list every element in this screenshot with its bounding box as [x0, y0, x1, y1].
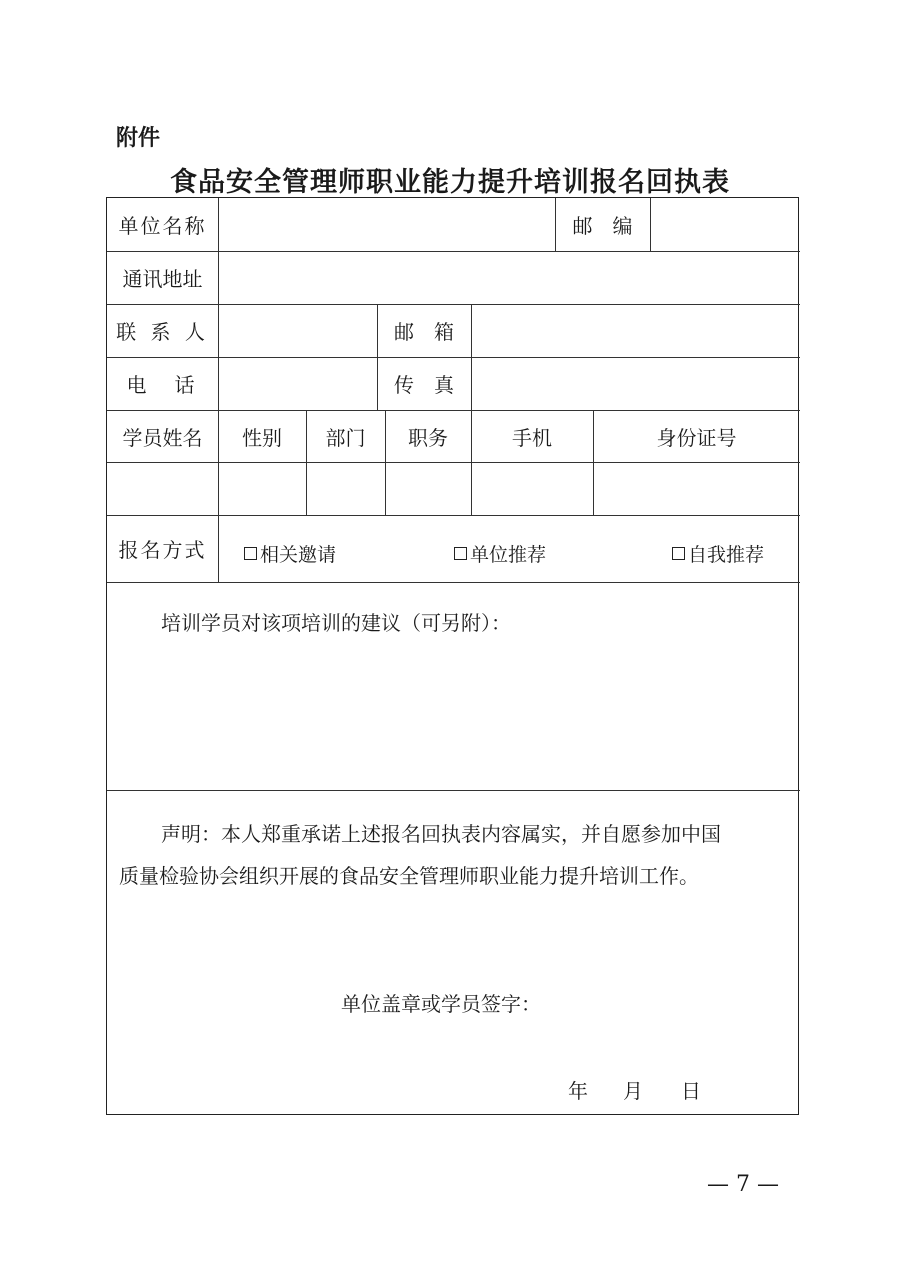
checkbox-icon[interactable] — [454, 547, 467, 560]
student-gender-field[interactable] — [218, 462, 306, 515]
address-label: 通讯地址 — [122, 267, 203, 291]
student-name-field[interactable] — [107, 462, 218, 515]
declaration-line-1: 声明：本人郑重承诺上述报名回执表内容属实，并自愿参加中国 — [161, 822, 721, 846]
col-header-position: 职务 — [408, 425, 448, 450]
student-id-field[interactable] — [593, 462, 800, 515]
postcode-field[interactable] — [650, 198, 800, 251]
email-label: 邮 箱 — [394, 320, 454, 344]
student-position-field[interactable] — [385, 462, 471, 515]
col-header-mobile: 手机 — [512, 425, 552, 450]
col-header-name: 学员姓名 — [122, 425, 203, 450]
postcode-label: 邮 编 — [572, 214, 633, 238]
attachment-label: 附件 — [116, 126, 161, 151]
date-year: 年 — [568, 1079, 588, 1103]
address-field[interactable] — [218, 251, 800, 304]
col-header-gender: 性别 — [242, 425, 282, 450]
suggestion-prompt: 培训学员对该项培训的建议（可另附）： — [161, 611, 511, 635]
option-invitation-label: 相关邀请 — [260, 544, 337, 566]
signature-label: 单位盖章或学员签字： — [341, 992, 541, 1016]
unit-name-field[interactable] — [218, 198, 555, 251]
registration-method-label: 报名方式 — [118, 538, 207, 562]
col-header-department: 部门 — [325, 425, 366, 450]
phone-field[interactable] — [218, 357, 377, 410]
date-day: 日 — [681, 1079, 701, 1103]
student-department-field[interactable] — [306, 462, 385, 515]
suggestion-area[interactable] — [107, 638, 800, 788]
option-unit-recommend[interactable] — [454, 540, 546, 567]
contact-label: 联 系 人 — [116, 320, 209, 344]
page-number: — 7 — — [707, 1172, 779, 1197]
declaration-line-2: 质量检验协会组织开展的食品安全管理师职业能力提升培训工作。 — [119, 864, 699, 888]
col-header-id-number: 身份证号 — [656, 425, 737, 450]
date-month: 月 — [623, 1079, 643, 1103]
email-field[interactable] — [471, 304, 800, 357]
checkbox-icon[interactable] — [244, 547, 257, 560]
fax-label: 传 真 — [394, 373, 454, 397]
option-self-recommend-label: 自我推荐 — [688, 544, 765, 566]
checkbox-icon[interactable] — [672, 547, 685, 560]
row-divider — [107, 790, 800, 791]
row-divider — [107, 582, 800, 583]
option-self-recommend[interactable] — [672, 540, 764, 567]
option-unit-recommend-label: 单位推荐 — [470, 544, 547, 566]
fax-field[interactable] — [471, 357, 800, 410]
option-invitation[interactable] — [244, 540, 336, 567]
student-mobile-field[interactable] — [471, 462, 593, 515]
phone-label: 电 话 — [126, 373, 199, 397]
unit-name-label: 单位名称 — [118, 214, 207, 238]
form-title: 食品安全管理师职业能力提升培训报名回执表 — [170, 167, 730, 198]
contact-field[interactable] — [218, 304, 377, 357]
registration-form-table — [106, 197, 799, 1115]
